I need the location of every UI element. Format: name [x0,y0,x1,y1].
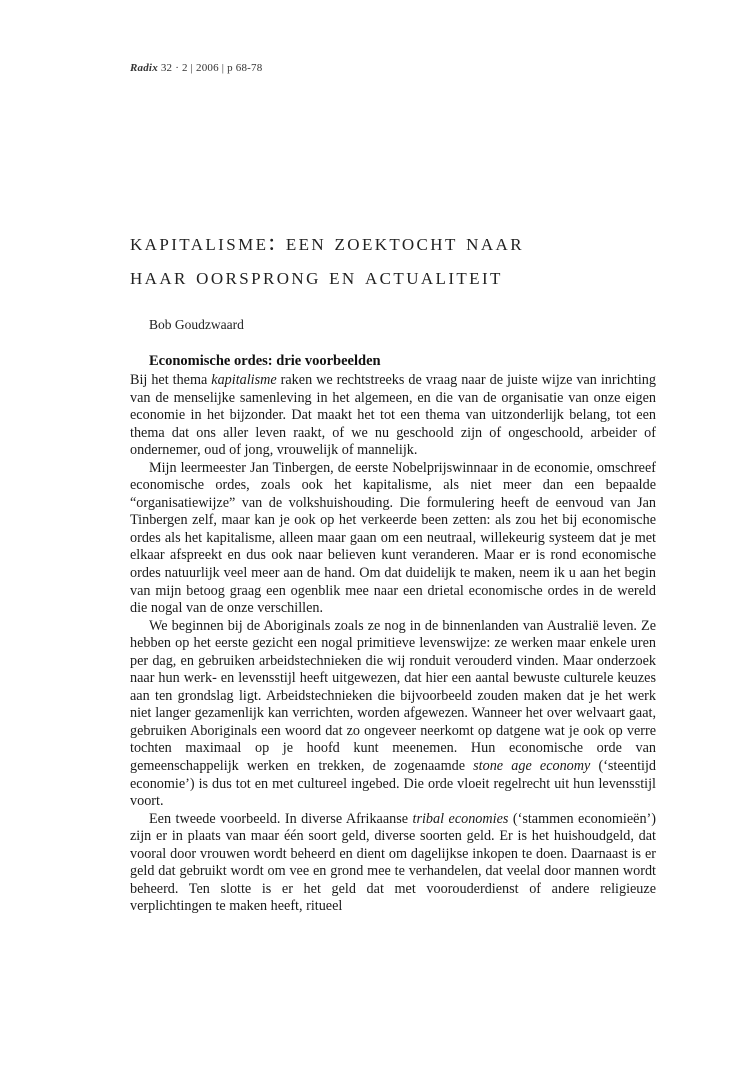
paragraph-1 [130,372,656,460]
journal-name: Radix [130,62,158,74]
section-heading: Economische ordes: drie voorbeelden [149,353,381,369]
italic-term: stone age economy [473,758,591,775]
paragraph-3 [130,618,656,811]
text-run: We beginnen bij de Aboriginals zoals ze nog in de binnenlanden van Australië leven. Ze hebben op het eerste gezicht een nogal primitieve levenswijze: ze werken maar enkele uren per dag, en gebruiken arbeidstechnieken die wij ronduit verouderd vinden. Maar onderzoek naar hun werk- en levensstijl heeft uitgewezen, dat hier een aantal bewuste culturele keuzes aan ten grondslag ligt. Arbeidstechnieken die bijvoorbeeld zouden maken dat je het werk niet langer gezamenlijk kan verrichten, worden afgewezen. Wanneer het over welvaart gaat, gebruiken Aboriginals een woord dat zo ongeveer neerkomt op datgene wat je ook op verre tochten maximaal op je hoofd kunt meenemen. Hun economische orde van gemeenschappelijk werken en trekken, de zogenaamde [130,617,656,775]
italic-term: kapitalisme [211,372,277,388]
text-run: (‘stammen economieën’) zijn er in plaats van maar één soort geld, diverse soorten geld. Er is het huishoudgeld, dat vooral door vrouwen wordt beheerd en dient om dagelijkse inkopen te doen. Daarnaast is er geld dat gebruikt wordt om vee en grond mee te verhandelen, dat veelal door mannen wordt beheerd. Ten slotte is er het geld dat met voorouderdienst of andere religieuze verplichtingen te maken heeft, ritueel [130,810,657,915]
text-run: (‘steentijd economie’) is dus tot en met cultureel ingebed. Die orde vloeit regelrecht uit hun levensstijl voort. [130,758,656,810]
text-run: raken we rechtstreeks de vraag naar de juiste wijze van inrichting van de menselijke samenleving in het algemeen, en die van de organisatie van onze eigen economie in het bijzonder. Dat maakt het tot een thema van uitzonderlijk belang, tot een thema dat ons aller leven raakt, of we nu geschoold zijn of ongeschoold, arbeider of ondernemer, oud of jong, vrouwelijk of mannelijk. [130,372,656,459]
journal-citation: 32 · 2 | 2006 | p 68-78 [157,62,263,74]
article-title-line-2: haar oorsprong en actualiteit [130,264,503,290]
article-title [130,226,656,294]
text-run: Bij het thema [130,372,212,388]
article-title-line-1: kapitalisme: een zoektocht naar [130,230,524,256]
body-text [130,372,656,916]
text-run: Een tweede voorbeeld. In diverse Afrikaanse [149,810,413,827]
paragraph-2 [130,460,656,618]
page [130,0,656,1068]
italic-term: tribal economies [412,810,509,827]
paragraph-4 [130,811,656,916]
author-name: Bob Goudzwaard [149,317,244,332]
text-run: Mijn leermeester Jan Tinbergen, de eerste Nobelprijswinnaar in de economie, omschreef economische ordes, zoals ook het kapitalisme, als niet meer dan een bepaalde “organisatiewijze” van de volkshuishouding. Die formulering heeft de eenvoud van Jan Tinbergen zelf, maar kan je ook op het verkeerde been zetten: als zou het bij economische ordes als het kapitalisme, alleen maar gaan om een neutraal, willekeurig systeem dat je met elkaar afspreekt en dus ook naar believen kunt veranderen. Maar er is rond economische ordes natuurlijk veel meer aan de hand. Om dat duidelijk te maken, neem ik u aan het begin van mijn betoog graag een ogenblik mee naar een drietal economische ordes in de wereld die nogal van de onze verschillen. [130,459,656,617]
running-head [130,62,262,74]
